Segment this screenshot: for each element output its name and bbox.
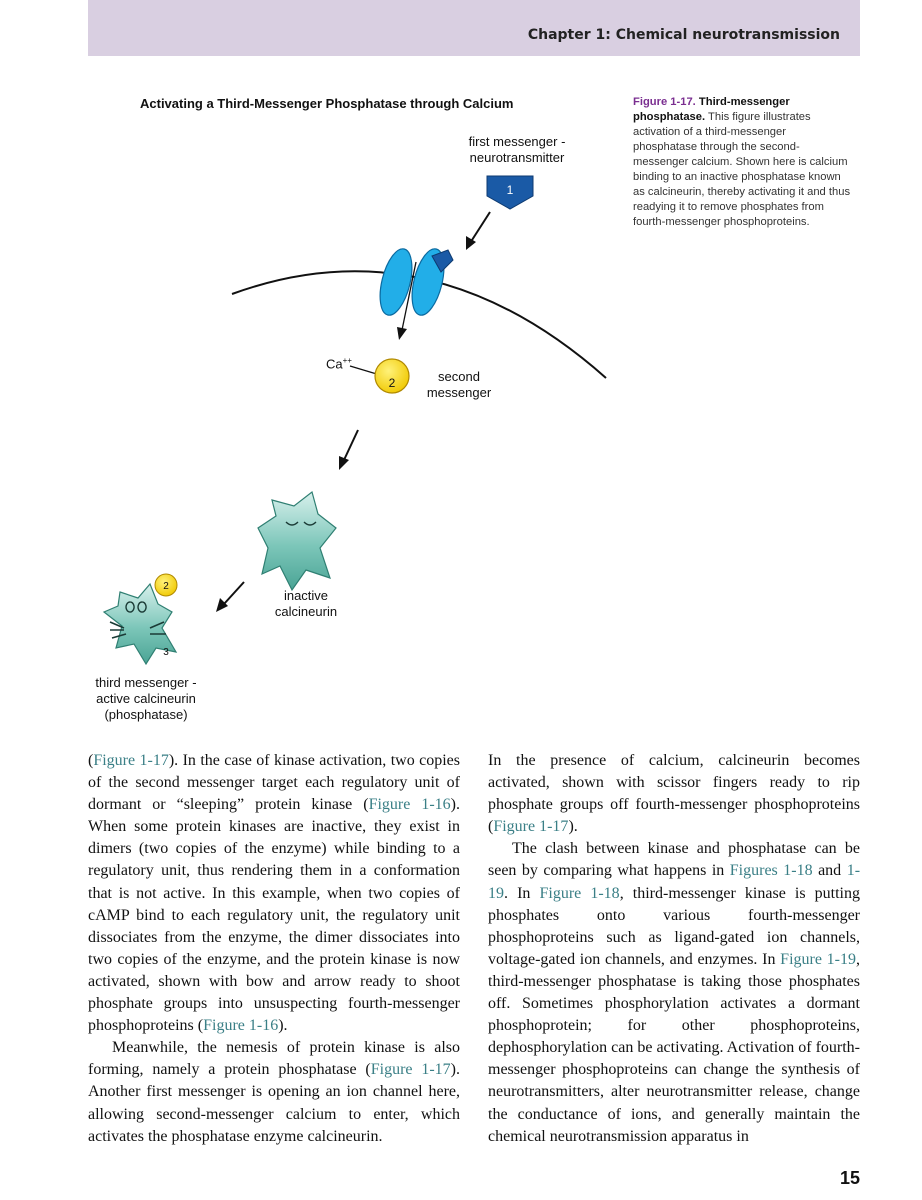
body-column-right [488, 750, 860, 1148]
diagram-svg [0, 80, 922, 740]
inactive-calcineurin-label-line1: inactive [283, 588, 329, 603]
first-messenger-badge: 1 [506, 183, 514, 197]
body-column-left [88, 750, 460, 1148]
figure-title: Activating a Third-Messenger Phosphatase through Calcium [140, 96, 514, 111]
page-number: 15 [839, 1168, 860, 1188]
calcium-label [326, 353, 352, 372]
figure-reference[interactable]: Figure 1-18 [539, 884, 620, 902]
first-messenger-label [452, 134, 582, 166]
figure-caption-text: This figure illustrates activation of a third-messenger phosphatase through the second-messenger calcium. Shown here is calcium binding to an inactive phosphatase known as calcineurin, thereby activating it and thus readying it to remove phosphates from fourth-messenger phosphoproteins. [633, 111, 851, 228]
calcium-badge: 2 [388, 376, 396, 390]
right-paragraph-2 [488, 838, 860, 1147]
inactive-calcineurin-icon [258, 492, 336, 590]
second-messenger-label [414, 369, 504, 401]
chapter-header-band [88, 0, 860, 56]
figure-reference[interactable]: Figure 1-17 [370, 1061, 451, 1079]
third-messenger-label-line2: active calcineurin [96, 691, 196, 706]
first-messenger-label-line2: neurotransmitter [469, 150, 565, 165]
arrow-first-messenger [472, 212, 490, 240]
arrow-through-channel-head [397, 327, 407, 340]
left-paragraph-1: (Figure 1-17). In the case of kinase activation, two copies of the second messenger target each regulatory unit of dormant or “sleeping” protein kinase (Figure 1-16). When some protein kinases are inactive, they exist in dimers (two copies of the enzyme) while binding to a regulatory unit, thus rendering them in a conformation that is not active. In this example, when two copies of cAMP bind to each regulatory unit, the regulatory unit dissociates from the enzyme, the dimer dissociates into two copies of the enzyme, and the protein kinase is now activated, shown with bow and arrow ready to shoot phosphate groups into unsuspecting fourth-messenger phosphoproteins (Figure 1-16). [88, 752, 460, 1035]
figure-reference[interactable]: Figures 1-18 [729, 862, 813, 880]
figure-reference[interactable]: Figure 1-17 [93, 752, 169, 769]
figure-reference[interactable]: Figure 1-19 [780, 950, 856, 968]
third-messenger-label [76, 675, 216, 723]
figure-reference[interactable]: Figure 1-17 [493, 818, 569, 836]
paragraph-text: In the presence of calcium, calcineurin becomes activated, shown with scissor fingers ready to rip phosphate groups off fourth-messenger phosphoproteins ( [488, 752, 860, 836]
third-messenger-label-line1: third messenger - [95, 675, 197, 690]
calcineurin-diagram [0, 80, 922, 740]
calcium-charge: ++ [342, 356, 352, 365]
paragraph-text: ). In the case of kinase activation, two copies of the second messenger target each regulatory unit of dormant or “sleeping” protein kinase ( [88, 752, 460, 814]
arrow-calcium-to-calcineurin-head [339, 456, 349, 470]
figure-reference[interactable]: Figure 1-16 [368, 796, 451, 814]
paragraph-text: , third-messenger phosphatase is taking those phosphates off. Sometimes phosphorylation activates a dormant phosphoprotein; for other phosphoproteins, dephosphorylation can be activating. Activation of fourth-messenger phosphoproteins can change the synthesis of neurotransmitters, alter neurotransmitter release, change the conductance of ions, and generally maintain the chemical neurotransmission apparatus in [488, 950, 860, 1145]
right-paragraph-1 [488, 750, 860, 838]
figure-reference[interactable]: 1-19 [488, 862, 861, 902]
paragraph-text: ). Another first messenger is opening an ion channel here, allowing second-messenger calcium to enter, which activates the phosphatase enzyme calcineurin. [88, 1061, 460, 1145]
paragraph-text: Meanwhile, the nemesis of protein kinase is also forming, namely a protein phosphatase ( [88, 1039, 460, 1079]
paragraph-text: ). When some protein kinases are inactive, they exist in dimers (two copies of the enzyme) while binding to a regulatory unit, thus rendering them in a conformation that is not active. In this example, when two copies of cAMP bind to each regulatory unit, the regulatory unit dissociates from the enzyme, the dimer dissociates into two copies of the enzyme, and the protein kinase is now activated, shown with bow and arrow ready to shoot phosphate groups into unsuspecting fourth-messenger phosphoproteins ( [88, 796, 460, 1035]
third-messenger-badge: 3 [163, 647, 169, 658]
calcium-symbol: Ca [326, 356, 343, 372]
figure-caption-name: Third-messenger phosphatase. [633, 96, 790, 123]
left-paragraph-2 [88, 1037, 460, 1147]
chapter-title: Chapter 1: Chemical neurotransmission [527, 27, 840, 43]
arrow-first-messenger-head [466, 236, 476, 250]
paragraph-text: and [812, 862, 847, 880]
paragraph-text: ). [278, 1017, 288, 1035]
paragraph-text: The clash between kinase and phosphatase can be seen by comparing what happens in [488, 840, 860, 880]
second-messenger-label-line1: second [438, 369, 480, 384]
paragraph-text: , third-messenger kinase is putting phosphates onto various fourth-messenger phosphoproteins such as ligand-gated ion channels, voltage-gated ion channels, and enzymes. In [488, 884, 860, 968]
figure-caption-label: Figure 1-17. [633, 96, 696, 108]
inactive-calcineurin-label-line2: calcineurin [274, 604, 338, 619]
figure-reference[interactable]: Figure 1-16 [203, 1017, 279, 1035]
third-messenger-label-line3: (phosphatase) [104, 707, 188, 722]
second-messenger-label-line2: messenger [426, 385, 492, 400]
bound-calcium-badge: 2 [163, 581, 169, 592]
arrow-to-active-calcineurin [224, 582, 244, 604]
paragraph-text: ). [568, 818, 578, 836]
first-messenger-label-line1: first messenger - [468, 134, 566, 149]
paragraph-text: . In [504, 884, 540, 902]
inactive-calcineurin-label [256, 588, 356, 620]
arrow-calcium-to-calcineurin [344, 430, 358, 460]
